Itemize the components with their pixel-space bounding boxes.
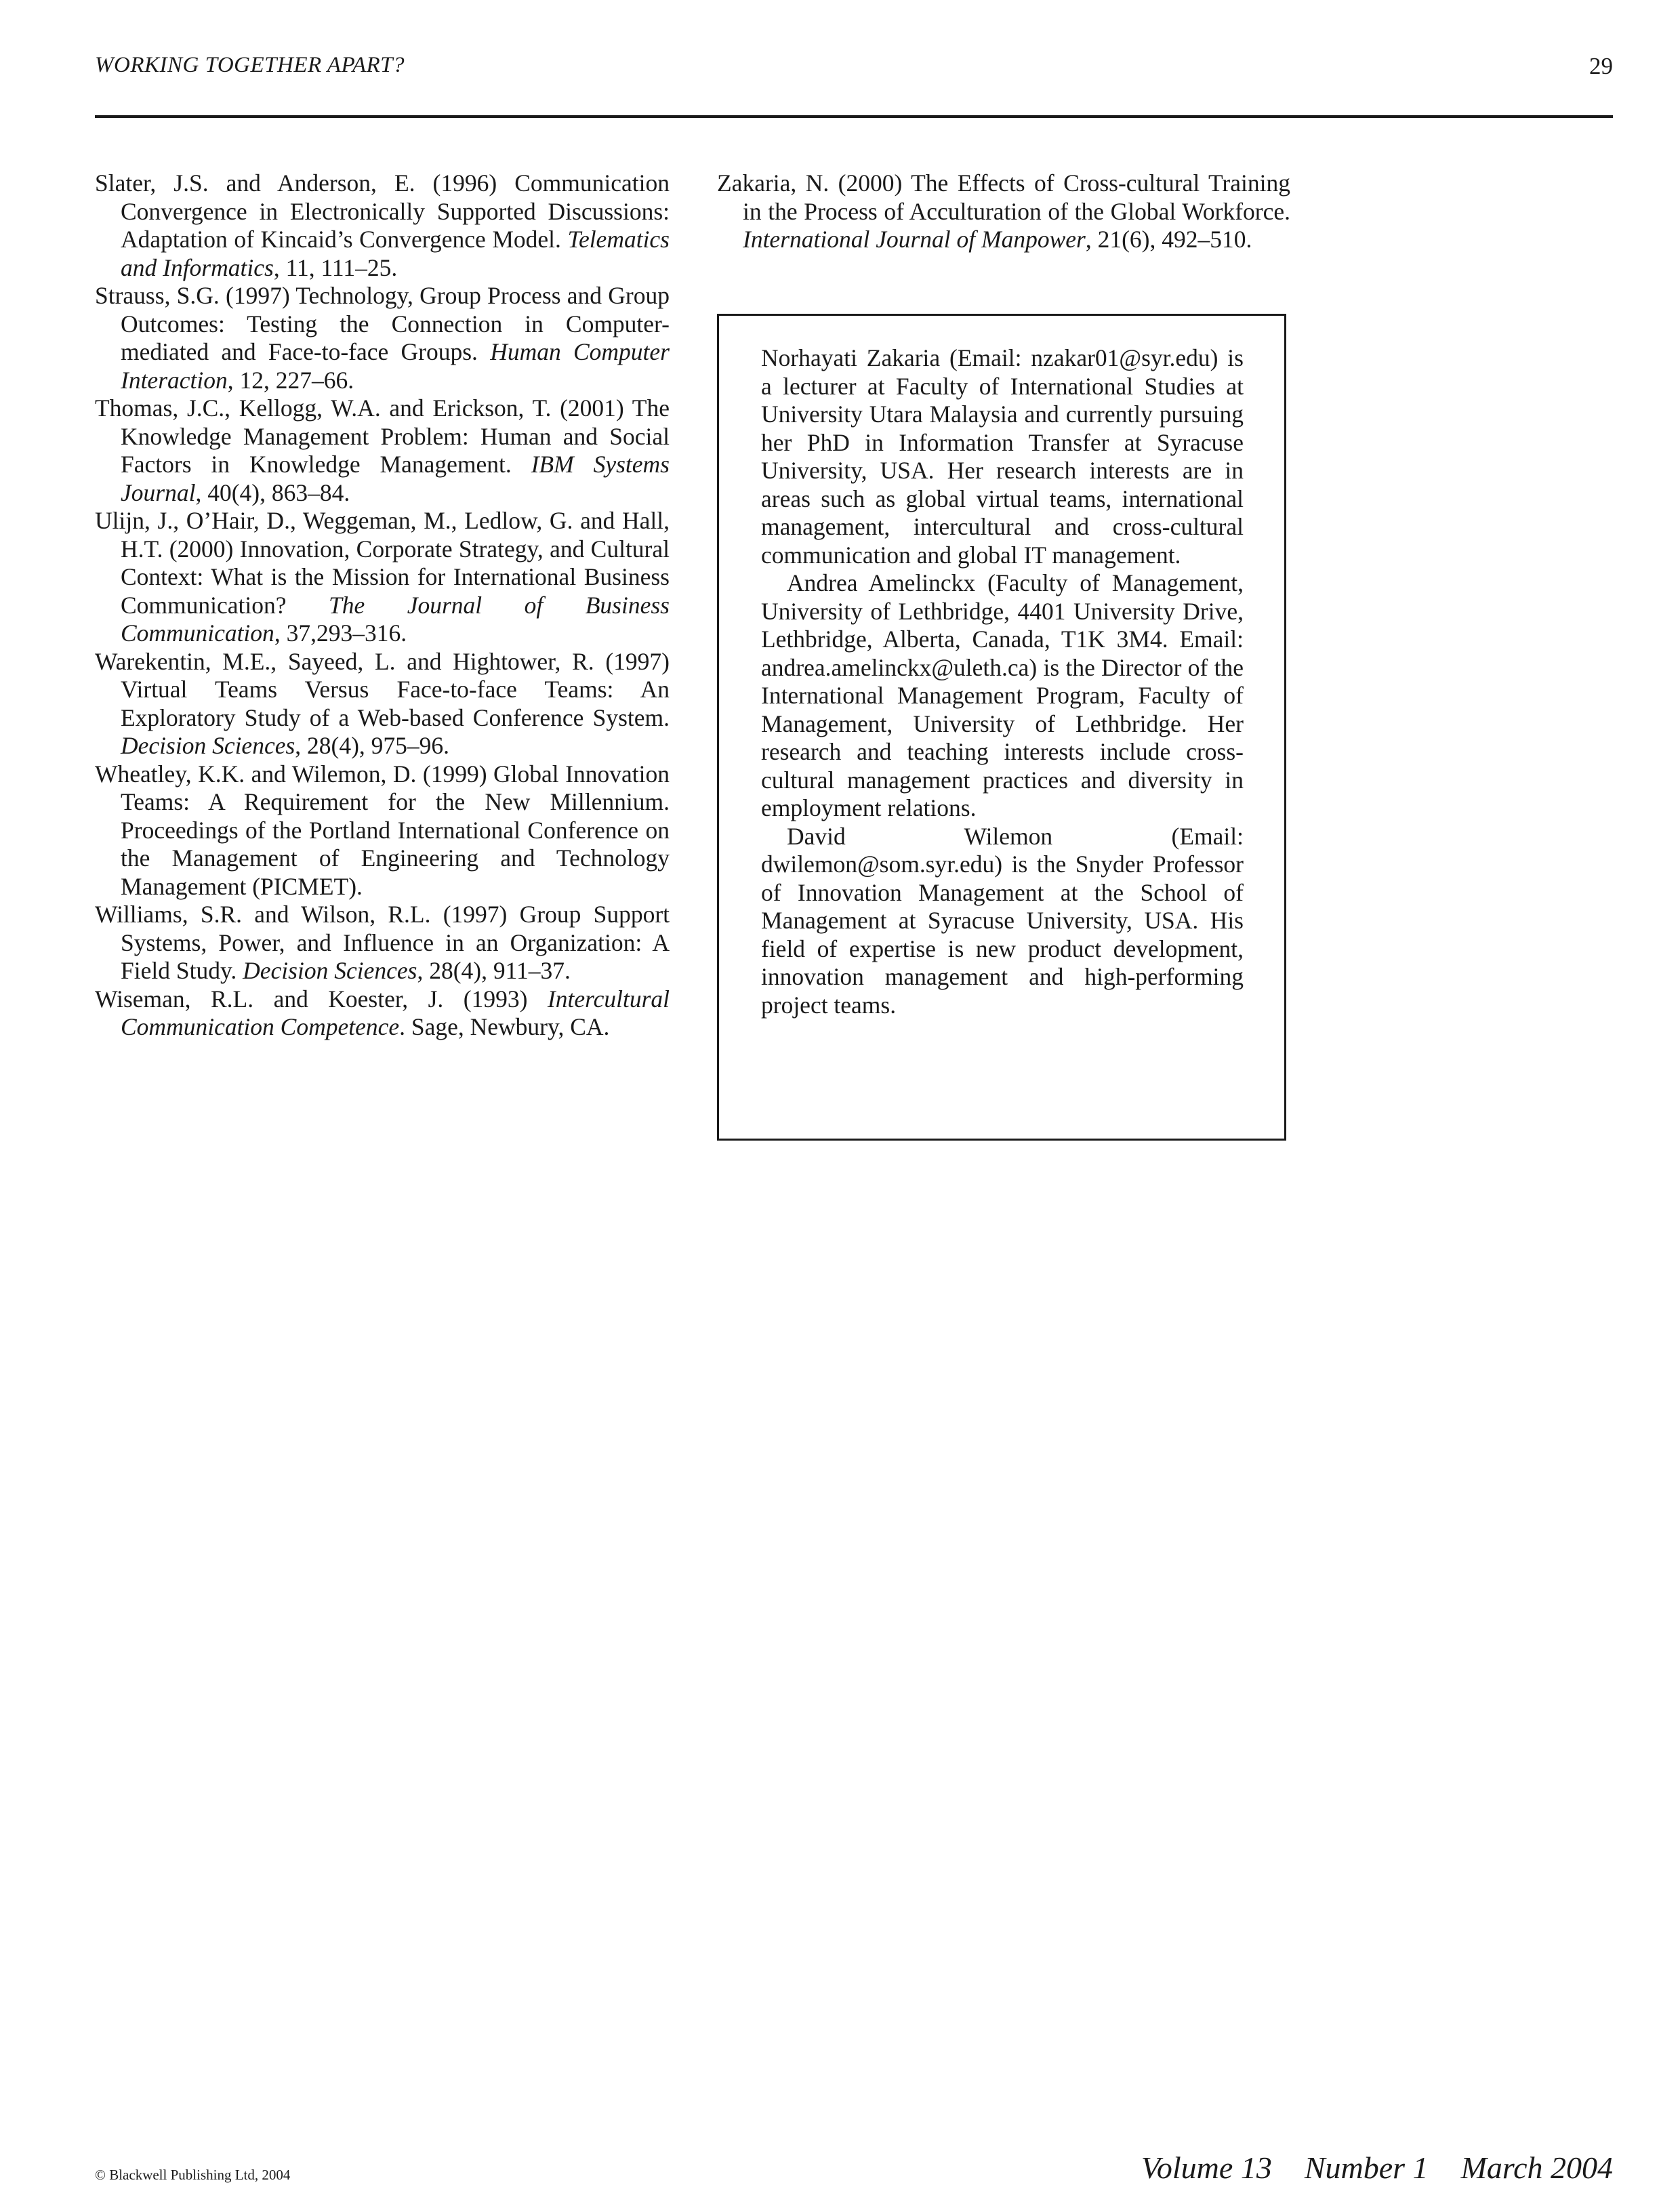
reference-entry	[717, 169, 1290, 254]
author-bio-box	[717, 314, 1286, 1141]
ref-text: Williams, S.R. and Wilson, R.L. (1997) Group Support Systems, Power, and Influence in an Organization: A Field Study.	[95, 901, 670, 984]
reference-entry	[95, 985, 670, 1042]
copyright-notice: © Blackwell Publishing Ltd, 2004	[95, 2167, 291, 2183]
ref-text: Slater, J.S. and Anderson, E. (1996) Communication Convergence in Electronically Supported Discussions: Adaptation of Kincaid’s Convergence Model.	[95, 169, 670, 253]
ref-details: . Sage, Newbury, CA.	[399, 1013, 610, 1040]
author-bio-wilemon: David Wilemon (Email: dwilemon@som.syr.edu) is the Snyder Professor of Innovation Management at the School of Management at Syracuse University, USA. His field of expertise is new product development, innovation management and high-performing project teams.	[761, 822, 1244, 1019]
issue-date: March 2004	[1460, 2150, 1613, 2185]
issue-info	[1141, 2150, 1613, 2186]
ref-text: Zakaria, N. (2000) The Effects of Cross-cultural Training in the Process of Acculturation of the Global Workforce.	[717, 169, 1290, 225]
reference-entry	[95, 507, 670, 648]
page-number: 29	[1589, 53, 1613, 79]
ref-source: Telematics and Informatics	[121, 226, 670, 281]
ref-details: , 40(4), 863–84.	[195, 478, 350, 506]
ref-source: Human Computer Interaction	[121, 338, 670, 394]
references-left-column	[95, 169, 670, 1042]
ref-text: Wiseman, R.L. and Koester, J. (1993)	[95, 985, 548, 1013]
reference-entry	[95, 282, 670, 394]
ref-details: , 28(4), 911–37.	[417, 957, 571, 984]
author-bio-zakaria: Norhayati Zakaria (Email: nzakar01@syr.edu) is a lecturer at Faculty of International Studies at University Utara Malaysia and currently pursuing her PhD in Information Transfer at Syracuse University, USA. Her research interests are in areas such as global virtual teams, international management, intercultural and cross-cultural communication and global IT management.	[761, 344, 1244, 569]
ref-source: International Journal of Manpower	[743, 226, 1086, 253]
ref-source: The Journal of Business Communication	[121, 591, 670, 647]
issue-number: Number 1	[1304, 2150, 1429, 2185]
reference-entry	[95, 760, 670, 901]
ref-details: , 11, 111–25.	[273, 253, 398, 281]
ref-source: IBM Systems Journal	[121, 451, 670, 506]
running-title: WORKING TOGETHER APART?	[95, 53, 405, 77]
header-rule	[95, 115, 1613, 118]
reference-entry	[95, 169, 670, 282]
ref-text: Strauss, S.G. (1997) Technology, Group Process and Group Outcomes: Testing the Connection in Computer-mediated and Face-to-face Groups.	[95, 282, 670, 365]
reference-entry	[95, 901, 670, 985]
ref-text: Warekentin, M.E., Sayeed, L. and Hightower, R. (1997) Virtual Teams Versus Face-to-face Teams: An Exploratory Study of a Web-based Conference System.	[95, 647, 670, 731]
reference-entry	[95, 394, 670, 507]
author-bio-amelinckx: Andrea Amelinckx (Faculty of Management, University of Lethbridge, 4401 University Drive, Lethbridge, Alberta, Canada, T1K 3M4. Email: andrea.amelinckx@uleth.ca) is the Director of the International Management Program, Faculty of Management, University of Lethbridge. Her research and teaching interests include cross-cultural management practices and diversity in employment relations.	[761, 569, 1244, 821]
ref-details: , 28(4), 975–96.	[295, 732, 450, 759]
author-bios	[761, 344, 1244, 1019]
issue-volume: Volume 13	[1141, 2150, 1272, 2185]
ref-text: Wheatley, K.K. and Wilemon, D. (1999) Global Innovation Teams: A Requirement for the New Millennium. Proceedings of the Portland International Conference on the Management of Engineering and Technology Management (PICMET).	[95, 760, 670, 900]
ref-source: Decision Sciences	[121, 732, 295, 759]
ref-source: Decision Sciences	[243, 957, 417, 984]
ref-details: , 12, 227–66.	[227, 366, 354, 394]
ref-details: , 37,293–316.	[274, 619, 407, 647]
ref-source: Intercultural Communication Competence	[121, 985, 670, 1040]
reference-entry	[95, 648, 670, 760]
references-right-column	[717, 169, 1290, 254]
running-head	[95, 53, 1613, 94]
ref-text: Ulijn, J., O’Hair, D., Weggeman, M., Ledlow, G. and Hall, H.T. (2000) Innovation, Corporate Strategy, and Cultural Context: What is the Mission for International Business Communication?	[95, 507, 670, 619]
ref-text: Thomas, J.C., Kellogg, W.A. and Erickson, T. (2001) The Knowledge Management Problem: Human and Social Factors in Knowledge Management.	[95, 394, 670, 478]
ref-details: , 21(6), 492–510.	[1085, 226, 1252, 253]
